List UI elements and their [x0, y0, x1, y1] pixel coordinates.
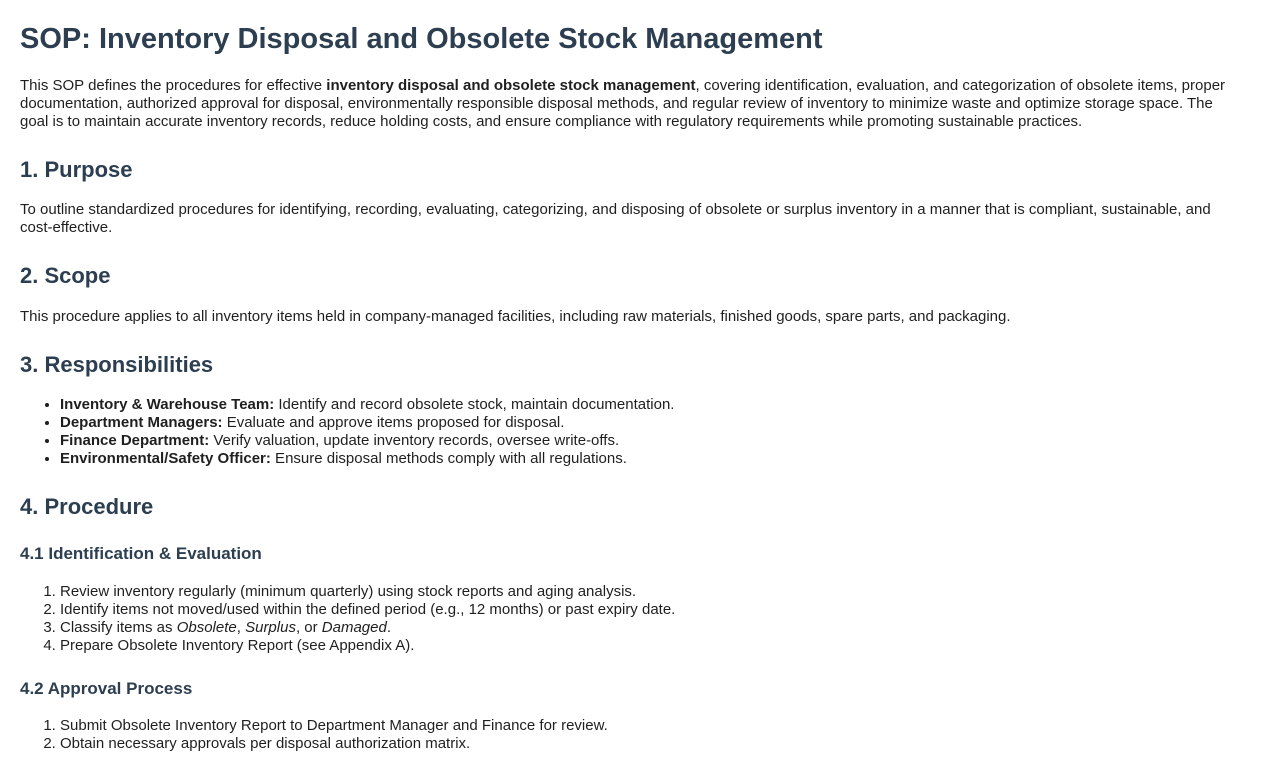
step-text: , or — [295, 618, 322, 636]
list-item — [60, 450, 1243, 468]
list-item: 2. Identify items not moved/used within the defined period (e.g., 12 months) or past expiry date. — [60, 601, 1243, 619]
list-item — [60, 414, 1243, 432]
intro-text-1: This SOP defines the procedures for effective — [20, 76, 327, 94]
page-title: SOP: Inventory Disposal and Obsolete Stock Management — [20, 23, 823, 55]
step-text: Classify items as — [60, 618, 177, 636]
responsibility-desc: Identify and record obsolete stock, maintain documentation. — [274, 395, 675, 413]
purpose-heading: 1. Purpose — [20, 156, 133, 182]
intro-paragraph — [20, 77, 1243, 131]
responsibilities-heading: 3. Responsibilities — [20, 351, 214, 377]
step-text: , — [236, 618, 246, 636]
approval-process-steps — [20, 717, 1243, 753]
list-item — [60, 396, 1243, 414]
identification-evaluation-steps — [20, 583, 1243, 655]
responsibility-desc: Evaluate and approve items proposed for disposal. — [222, 413, 565, 431]
responsibility-desc: Verify valuation, update inventory records, oversee write-offs. — [209, 431, 620, 449]
responsibility-role: Finance Department: — [60, 431, 210, 449]
list-item: 1. Review inventory regularly (minimum quarterly) using stock reports and aging analysis. — [60, 583, 1243, 601]
responsibility-role: Environmental/Safety Officer: — [60, 449, 271, 467]
step-text: . — [386, 618, 392, 636]
procedure-heading: 4. Procedure — [20, 493, 154, 519]
identification-evaluation-heading: 4.1 Identification & Evaluation — [20, 544, 262, 564]
responsibility-role: Inventory & Warehouse Team: — [60, 395, 275, 413]
responsibility-desc: Ensure disposal methods comply with all regulations. — [270, 449, 627, 467]
intro-bold-phrase: inventory disposal and obsolete stock management — [326, 76, 696, 94]
list-item: 2. Obtain necessary approvals per disposal authorization matrix. — [60, 735, 1243, 753]
responsibilities-list — [20, 396, 1243, 468]
scope-heading: 2. Scope — [20, 263, 111, 289]
list-item: 4. Prepare Obsolete Inventory Report (see Appendix A). — [60, 637, 1243, 655]
classification-term: Damaged — [321, 618, 387, 636]
classification-term: Obsolete — [176, 618, 237, 636]
classification-term: Surplus — [245, 618, 296, 636]
list-item — [60, 432, 1243, 450]
scope-paragraph: This procedure applies to all inventory items held in company-managed facilities, including raw materials, finished goods, spare parts, and packaging. — [20, 307, 1011, 325]
purpose-paragraph: To outline standardized procedures for identifying, recording, evaluating, categorizing, and disposing of obsolete or surplus inventory in a manner that is compliant, sustainable, and cost-effective. — [20, 201, 1211, 237]
approval-process-heading: 4.2 Approval Process — [20, 678, 193, 698]
sop-document — [20, 22, 1243, 753]
responsibility-role: Department Managers: — [60, 413, 223, 431]
intro-text-2: , covering identification, evaluation, and categorization of obsolete items, proper documentation, authorized approval for disposal, environmentally responsible disposal methods, and regular review of inventory to minimize waste and optimize storage space. The goal is to maintain accurate inventory records, reduce holding costs, and ensure compliance with regulatory requirements while promoting sustainable practices. — [20, 76, 1226, 130]
list-item: 1. Submit Obsolete Inventory Report to Department Manager and Finance for review. — [60, 717, 1243, 735]
list-item — [60, 619, 1243, 637]
